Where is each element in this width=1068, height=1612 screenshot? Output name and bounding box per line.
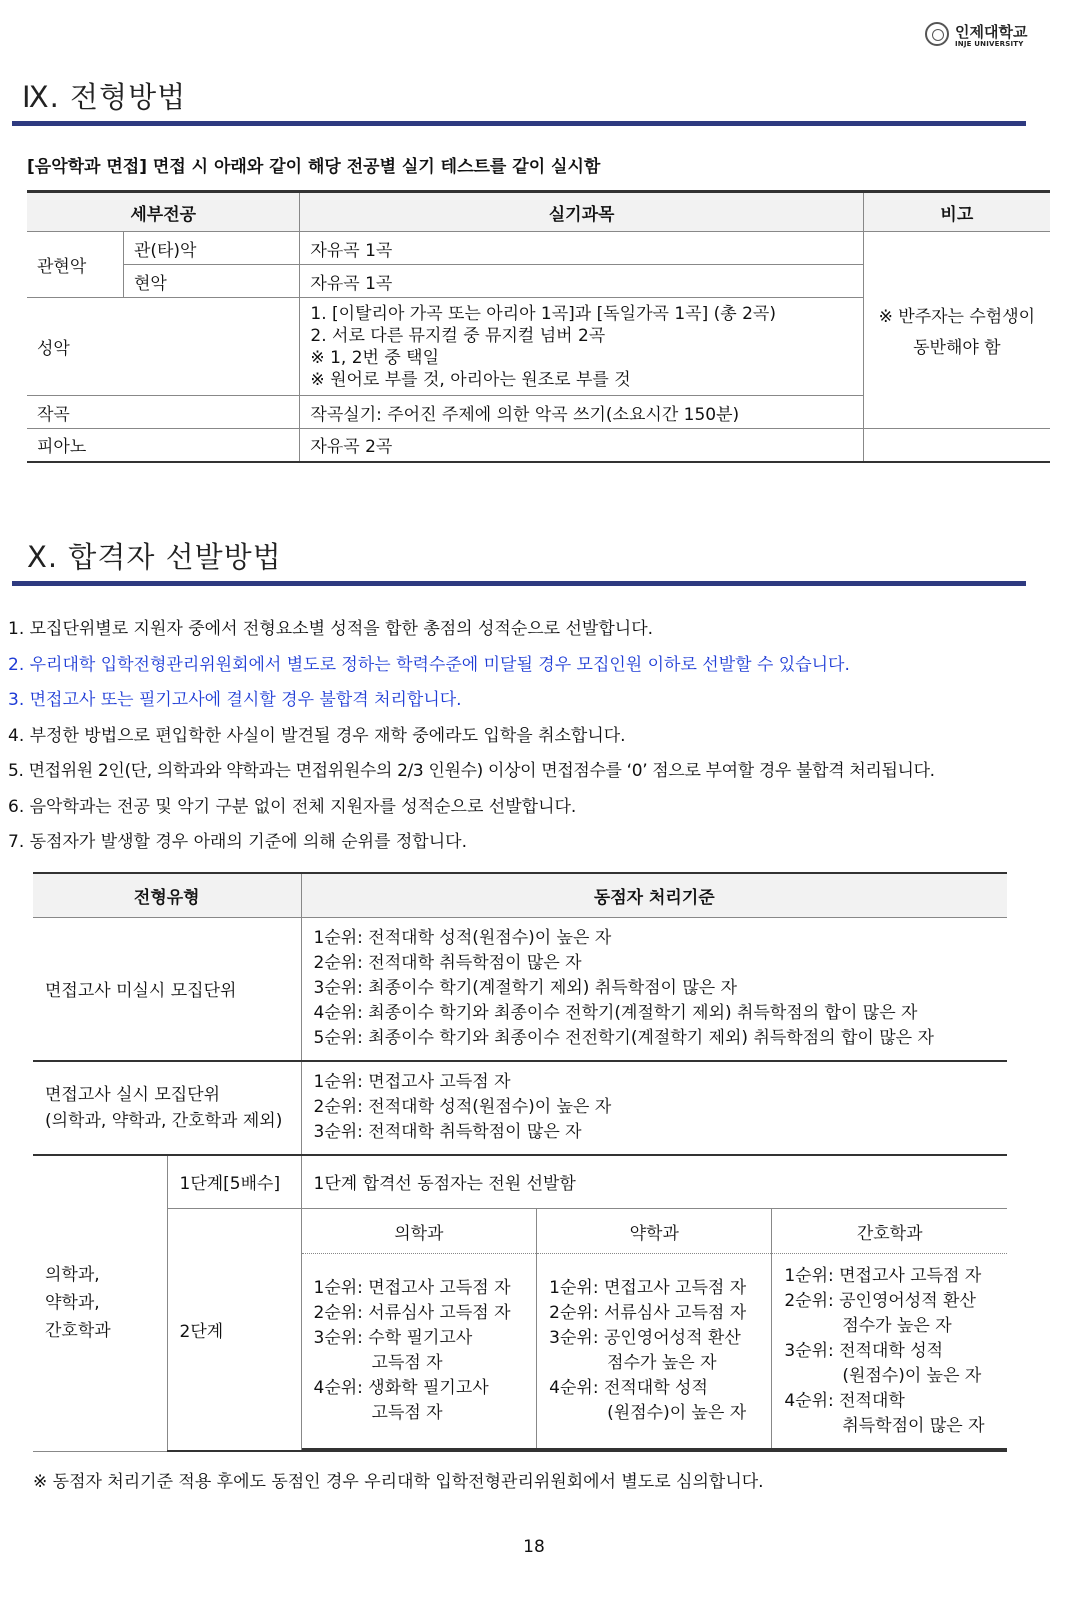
criteria-medicine xyxy=(302,1254,537,1450)
stage2-department-table xyxy=(302,1209,1008,1450)
page-number: 18 xyxy=(523,1537,545,1557)
rank-line: 3순위: 전적대학 취득학점이 많은 자 xyxy=(313,1122,582,1142)
list-item: 3. 면접고사 또는 필기고사에 결시할 경우 불합격 처리합니다. xyxy=(8,690,462,710)
note-line: 동반해야 함 xyxy=(913,338,1001,358)
section-9-subtitle: [음악학과 면접] 면접 시 아래와 같이 해당 전공별 실기 테스트를 같이 실시함 xyxy=(27,157,601,177)
table-row xyxy=(33,918,1007,1061)
stage1-criteria: 1단계 합격선 동점자는 전원 선발함 xyxy=(301,1155,1007,1209)
department-criteria-row xyxy=(302,1254,1008,1450)
rank-line: 1순위: 면접고사 고득점 자 xyxy=(313,1278,511,1298)
stage2-criteria xyxy=(301,1209,1007,1452)
rank-line: 점수가 높은 자 xyxy=(842,1315,952,1336)
table-header-row xyxy=(27,192,1050,232)
list-item: 2. 우리대학 입학전형관리위원회에서 별도로 정하는 학력수준에 미달될 경우 모집인원 이하로 선발할 수 있습니다. xyxy=(8,654,850,675)
type-medical-line: 간호학과 xyxy=(45,1321,111,1341)
dept-nursing: 간호학과 xyxy=(772,1209,1007,1254)
stage1-label: 1단계[5배수] xyxy=(167,1155,301,1209)
list-item: 6. 음악학과는 전공 및 악기 구분 없이 전체 지원자를 성적순으로 선발합니다. xyxy=(8,796,577,817)
rank-line: 4순위: 최종이수 학기와 최종이수 전학기(계절학기 제외) 취득학점의 합이 많은 자 xyxy=(313,1003,918,1024)
rank-line: 3순위: 최종이수 학기(계절학기 제외) 취득학점이 많은 자 xyxy=(313,978,738,999)
rank-line: 2순위: 서류심사 고득점 자 xyxy=(313,1303,511,1323)
section-9-divider xyxy=(12,121,1026,126)
vocal-line: 1. [이탈리아 가곡 또는 아리아 1곡]과 [독일가곡 1곡] (총 2곡) xyxy=(310,303,776,324)
rank-line: 1순위: 전적대학 성적(원점수)이 높은 자 xyxy=(313,928,612,949)
rank-line: 취득학점이 많은 자 xyxy=(842,1415,985,1436)
type-no-interview: 면접고사 미실시 모집단위 xyxy=(33,918,301,1061)
rank-line: 고득점 자 xyxy=(371,1403,443,1423)
table-row xyxy=(33,1209,1007,1452)
list-item: 1. 모집단위별로 지원자 중에서 전형요소별 성적을 합한 총점의 성적순으로 선발합니다. xyxy=(8,619,654,639)
dept-pharmacy: 약학과 xyxy=(537,1209,772,1254)
subject-strings: 자유곡 1곡 xyxy=(300,265,863,298)
rank-line: 4순위: 생화학 필기고사 xyxy=(313,1378,489,1398)
major-strings: 현악 xyxy=(123,265,299,298)
type-medical-line: 의학과, xyxy=(45,1265,100,1285)
header-criteria: 동점자 처리기준 xyxy=(301,873,1007,918)
section-10-title: Ⅹ. 합격자 선발방법 xyxy=(27,540,282,574)
subject-brass: 자유곡 1곡 xyxy=(300,232,863,265)
note-line: ※ 반주자는 수험생이 xyxy=(878,307,1036,327)
subject-composition: 작곡실기: 주어진 주제에 의한 악곡 쓰기(소요시간 150분) xyxy=(300,396,863,429)
table-header-row xyxy=(33,873,1007,918)
criteria-nursing xyxy=(772,1254,1007,1450)
rank-line: 고득점 자 xyxy=(371,1353,443,1373)
rank-line: 3순위: 수학 필기고사 xyxy=(313,1328,473,1348)
rank-line: 1순위: 면접고사 고득점 자 xyxy=(784,1265,982,1286)
criteria-no-interview xyxy=(301,918,1007,1061)
type-medical-line: 약학과, xyxy=(45,1293,100,1313)
rank-line: 2순위: 전적대학 취득학점이 많은 자 xyxy=(313,953,582,974)
section-9-title: Ⅸ. 전형방법 xyxy=(22,80,187,114)
rank-line: 2순위: 공인영어성적 환산 xyxy=(784,1290,976,1311)
rank-line: 3순위: 공인영어성적 환산 xyxy=(549,1328,741,1348)
group-orchestral: 관현악 xyxy=(27,232,123,298)
rank-line: 1순위: 면접고사 고득점 자 xyxy=(549,1278,747,1298)
table-row xyxy=(33,1155,1007,1209)
department-header-row xyxy=(302,1209,1008,1254)
tie-break-footnote: ※ 동점자 처리기준 적용 후에도 동점인 경우 우리대학 입학전형관리위원회에서 별도로 심의합니다. xyxy=(33,1472,764,1492)
criteria-interview xyxy=(301,1061,1007,1155)
vocal-line: ※ 원어로 부를 것, 아리아는 원조로 부를 것 xyxy=(310,369,631,390)
music-practical-test-table xyxy=(27,190,1050,463)
dept-medicine: 의학과 xyxy=(302,1209,537,1254)
rank-line: (원점수)이 높은 자 xyxy=(842,1365,982,1386)
list-item: 7. 동점자가 발생할 경우 아래의 기준에 의해 순위를 정합니다. xyxy=(8,832,467,852)
vocal-line: 2. 서로 다른 뮤지컬 중 뮤지컬 넘버 2곡 xyxy=(310,325,606,346)
type-interview-label: 면접고사 실시 모집단위 xyxy=(45,1084,221,1105)
rank-line: 점수가 높은 자 xyxy=(607,1353,717,1373)
rank-line: 4순위: 전적대학 성적 xyxy=(549,1378,708,1398)
vocal-line: ※ 1, 2번 중 택일 xyxy=(310,347,440,368)
empty-cell xyxy=(863,429,1050,462)
university-logo xyxy=(923,20,1041,54)
major-vocal: 성악 xyxy=(27,298,300,396)
list-item: 4. 부정한 방법으로 편입학한 사실이 발견될 경우 재학 중에라도 입학을 취소합니다. xyxy=(8,725,626,746)
rank-line: 5순위: 최종이수 학기와 최종이수 전전학기(계절학기 제외) 취득학점의 합이 많은 자 xyxy=(313,1028,934,1049)
subject-piano: 자유곡 2곡 xyxy=(300,429,863,462)
section-10-divider xyxy=(12,581,1026,586)
rank-line: 2순위: 전적대학 성적(원점수)이 높은 자 xyxy=(313,1097,612,1117)
table-row xyxy=(33,1061,1007,1155)
selection-rules-list xyxy=(8,616,1058,865)
logo-name-ko: 인제대학교 xyxy=(955,23,1028,41)
logo-name-en: INJE UNIVERSITY xyxy=(955,40,1024,48)
header-subject: 실기과목 xyxy=(300,192,863,232)
header-type: 전형유형 xyxy=(33,873,301,918)
major-composition: 작곡 xyxy=(27,396,300,429)
type-interview-sub: (의학과, 약학과, 간호학과 제외) xyxy=(45,1110,283,1131)
rank-line: 3순위: 전적대학 성적 xyxy=(784,1340,944,1361)
seal-icon xyxy=(925,22,949,46)
type-interview xyxy=(33,1061,301,1155)
header-major: 세부전공 xyxy=(27,192,300,232)
stage2-label: 2단계 xyxy=(167,1209,301,1452)
table-row xyxy=(27,429,1050,462)
subject-vocal xyxy=(300,298,863,396)
accompanist-note xyxy=(863,232,1050,429)
major-piano: 피아노 xyxy=(27,429,300,462)
rank-line: 2순위: 서류심사 고득점 자 xyxy=(549,1303,747,1323)
header-note: 비고 xyxy=(863,192,1050,232)
list-item: 5. 면접위원 2인(단, 의학과와 약학과는 면접위원수의 2/3 인원수) 이상이 면접점수를 ‘0’ 점으로 부여할 경우 불합격 처리됩니다. xyxy=(8,761,935,781)
table-row xyxy=(27,232,1050,265)
type-medical xyxy=(33,1155,167,1452)
tie-break-table xyxy=(33,872,1007,1452)
criteria-pharmacy xyxy=(537,1254,772,1450)
rank-line: (원점수)이 높은 자 xyxy=(607,1403,747,1423)
major-brass: 관(타)악 xyxy=(123,232,299,265)
rank-line: 1순위: 면접고사 고득점 자 xyxy=(313,1072,511,1092)
rank-line: 4순위: 전적대학 xyxy=(784,1390,905,1411)
